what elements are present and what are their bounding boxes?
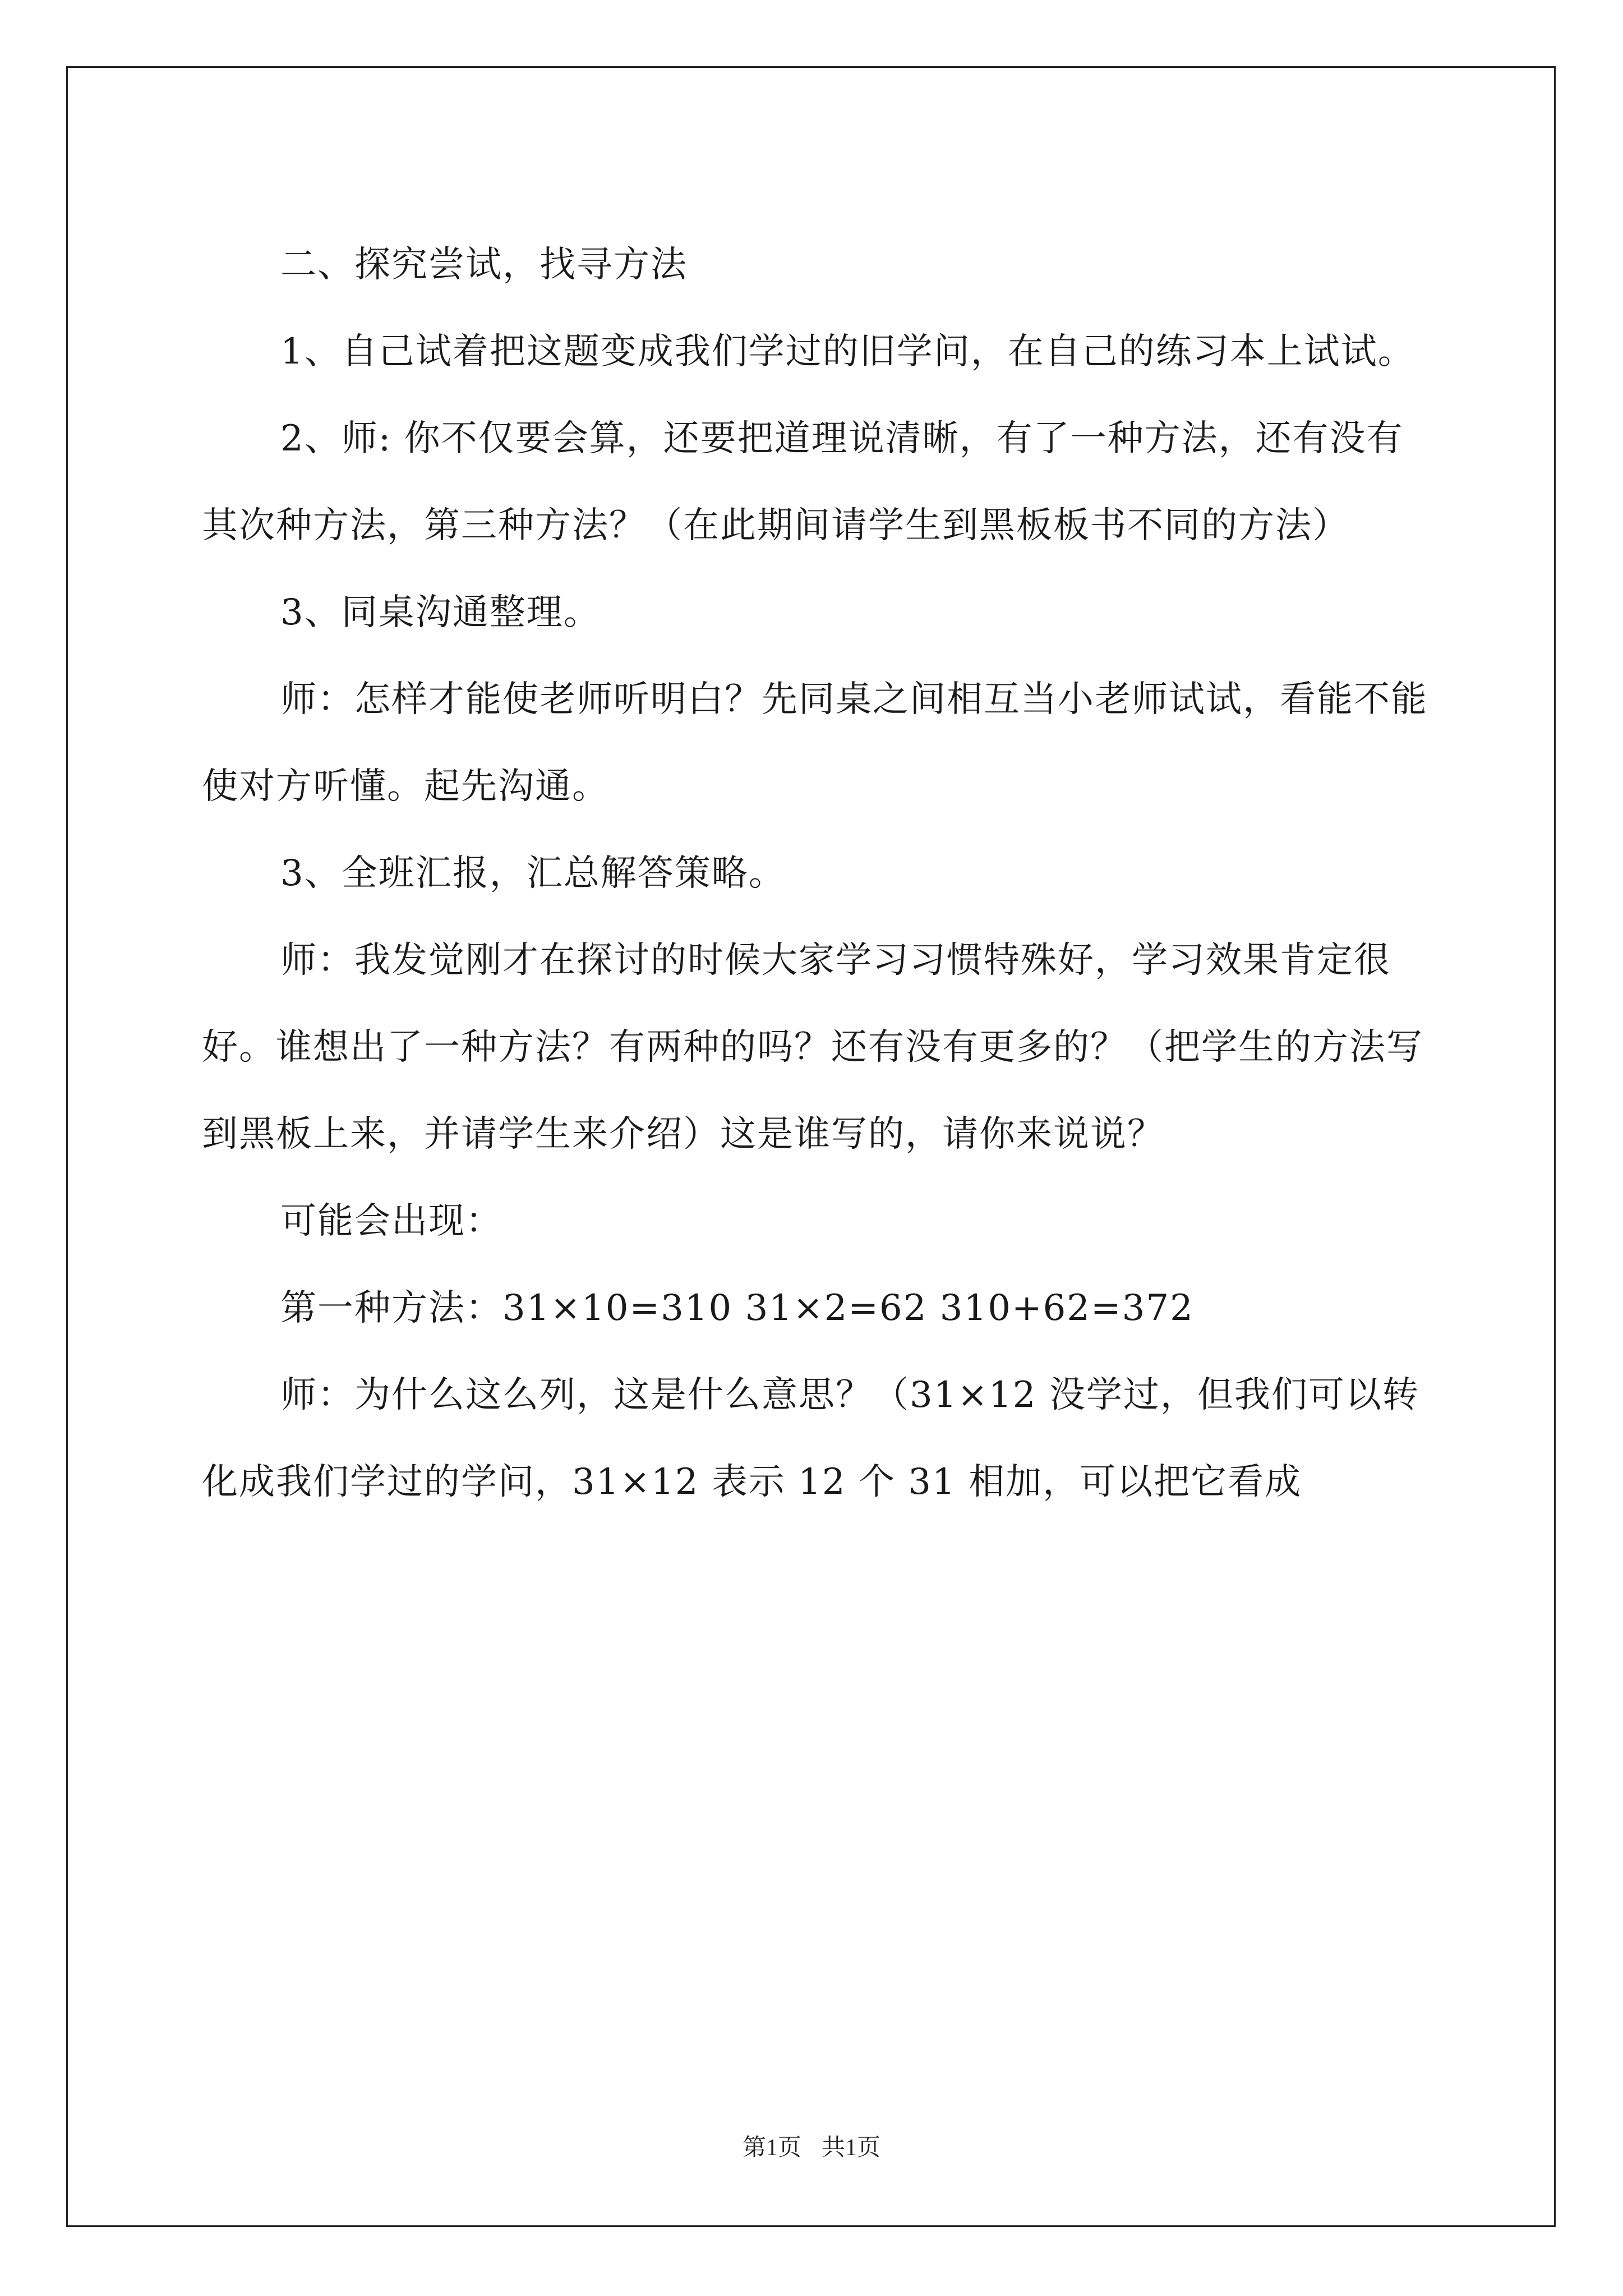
paragraph-teacher-question: 师：怎样才能使老师听明白？先同桌之间相互当小老师试试，看能不能使对方听懂。起先沟通。 bbox=[202, 679, 1428, 807]
paragraph-teacher-discussion: 师：我发觉刚才在探讨的时候大家学习习惯特殊好，学习效果肯定很好。谁想出了一种方法？有两种的吗？还有没有更多的？（把学生的方法写到黑板上来，并请学生来介绍）这是谁写的，请你来说说？ bbox=[202, 940, 1423, 1155]
paragraph-step-2: 2、师: 你不仅要会算，还要把道理说清晰，有了一种方法，还有没有其次种方法，第三种方法？（在此期间请学生到黑板板书不同的方法） bbox=[202, 418, 1404, 546]
page-total: 共1页 bbox=[822, 2135, 881, 2161]
paragraph-teacher-explain: 师：为什么这么列，这是什么意思？（31×12 没学过，但我们可以转化成我们学过的学问，31×12 表示 12 个 31 相加，可以把它看成 bbox=[202, 1374, 1419, 1503]
paragraph-step-3: 3、同桌沟通整理。 bbox=[280, 592, 601, 633]
paragraph-method-1: 第一种方法：31×10=310 31×2=62 310+62=372 bbox=[280, 1287, 1194, 1329]
paragraph-step-3-report: 3、全班汇报，汇总解答策略。 bbox=[280, 853, 786, 894]
page-number: 第1页 bbox=[742, 2135, 801, 2161]
document-body bbox=[202, 222, 1436, 1526]
paragraph-possible: 可能会出现： bbox=[280, 1200, 502, 1242]
page-footer bbox=[0, 2129, 1623, 2162]
paragraph-step-1: 1、自己试着把这题变成我们学过的旧学问，在自己的练习本上试试。 bbox=[280, 331, 1415, 372]
section-heading: 二、探究尝试，找寻方法 bbox=[280, 244, 688, 286]
